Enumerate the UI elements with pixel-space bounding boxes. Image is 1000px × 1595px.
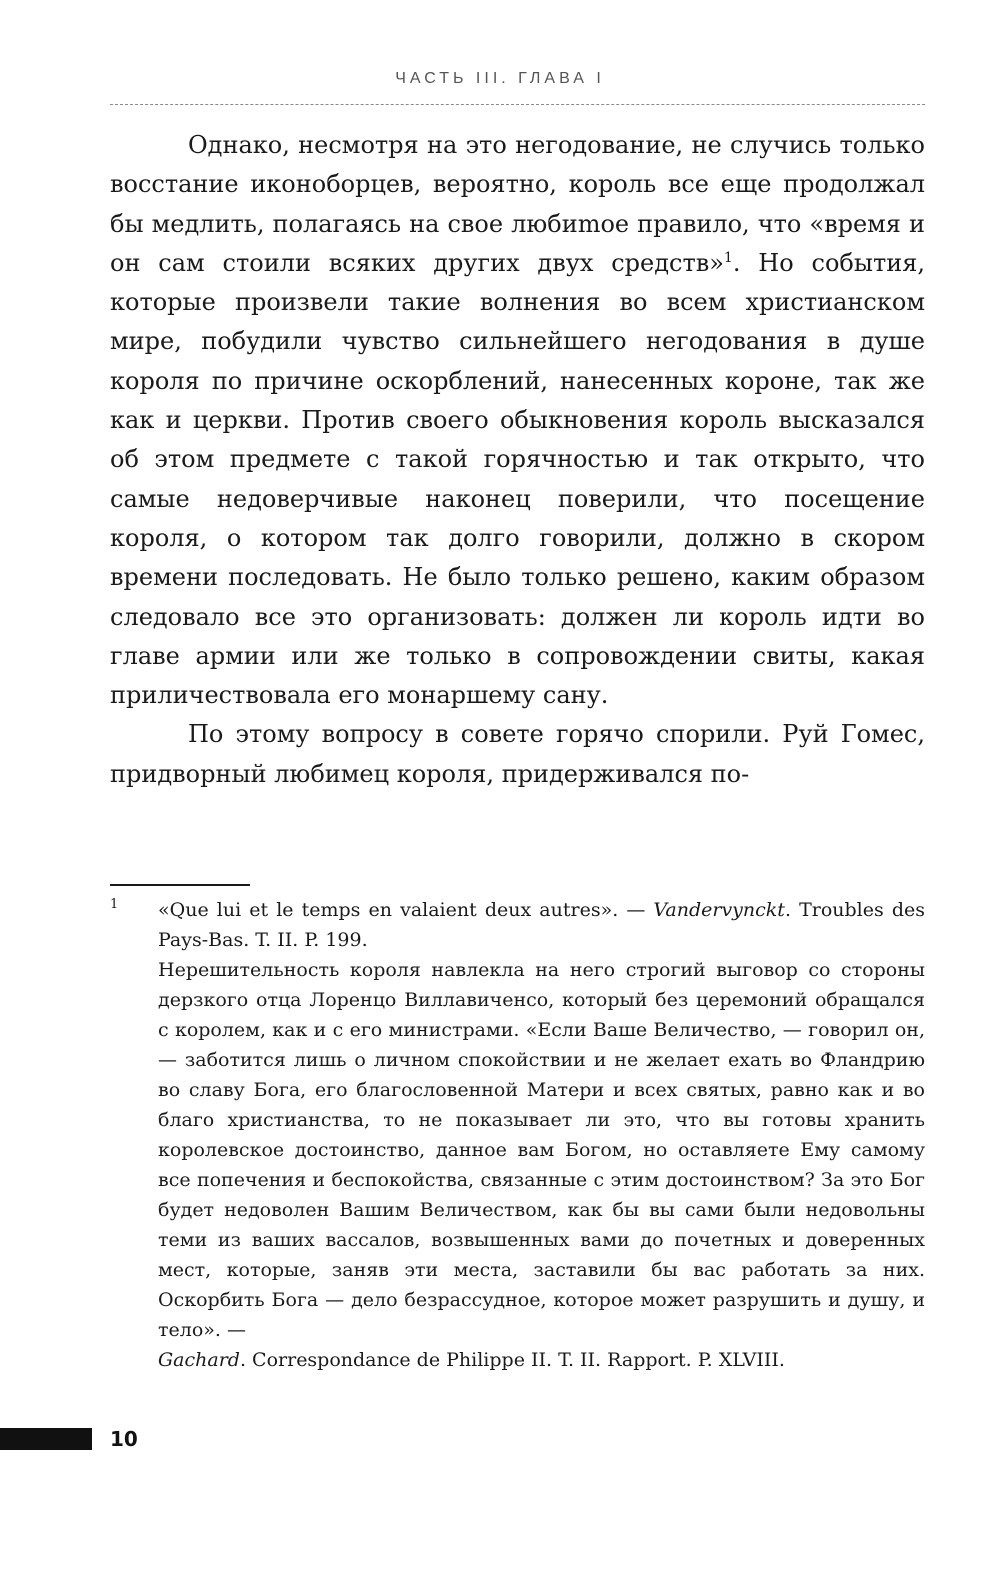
- footnote: [110, 895, 925, 1375]
- footnote-ref: 1: [723, 249, 733, 266]
- footnote-source-1: . Troubles des Pays-Bas. T. II. P. 199.: [158, 899, 925, 951]
- header-divider: [110, 104, 925, 105]
- footer-bar: [0, 1428, 92, 1450]
- footnote-author-1: Vandervynckt: [653, 899, 785, 921]
- paragraph-1-part-1: Однако, несмотря на это негодование, не случись только восстание иконоборцев, вероятно, король все еще продолжал бы медлить, полагаясь на свое любиmое правило, что «время и он сам стоили всяких других двух средств»: [110, 131, 925, 277]
- footnote-quote: «Que lui et le temps en valaient deux autres». —: [158, 899, 654, 921]
- paragraph-1-part-2: . Но события, которые произвели такие волнения во всем христианском мире, побудили чувство сильнейшего негодования в душе короля по причине оскорблений, нанесенных короне, так же как и церкви. Против своего обыкновения король высказался об этом предмете с такой горячностью и так открыто, что самые недоверчивые наконец поверили, что посещение короля, о котором так долго говорили, должно в скором времени последовать. Не было только решено, каким образом следовало все это организовать: должен ли король идти во главе армии или же только в сопровождении свиты, какая приличествовала его монаршему сану.: [110, 248, 926, 710]
- main-text: [110, 126, 925, 794]
- footnote-text: Нерешительность короля навлекла на него строгий выговор со стороны дерзкого отца Лоренцо Виллавиченсо, который без церемоний обращался с королем, как и с его министрами. «Если Ваше Величество, — говорил он, — заботится лишь о личном спокойствии и не желает ехать во Фландрию во славу Бога, его благословенной Матери и всех святых, равно как и во благо христианства, то не показывает ли это, что вы готовы хранить королевское достоинство, данное вам Богом, но оставляете Ему самому все попечения и беспокойства, связанные с этим достоинством? За это Бог будет недоволен Вашим Величеством, как бы вы сами были недовольны теми из ваших вассалов, возвышенных вами до почетных и доверенных мест, которые, заняв эти места, заставили бы вас работать за них. Оскорбить Бога — дело безрассудное, которое может разрушить и душу, и тело». —: [158, 959, 925, 1341]
- page-number: 10: [110, 1427, 138, 1451]
- footnote-divider: [110, 884, 250, 886]
- footnote-body: [158, 895, 925, 1375]
- footnote-citation-1: [158, 895, 925, 955]
- footnote-source-2: . Correspondance de Philippe II. T. II. Rapport. P. XLVIII.: [239, 1349, 785, 1371]
- running-head: ЧАСТЬ III. ГЛАВА I: [395, 70, 605, 87]
- footnote-marker: 1: [110, 897, 119, 912]
- paragraph-2: По этому вопросу в совете горячо спорили. Руй Гомес, придворный любимец короля, придерживался по-: [110, 720, 925, 788]
- footnote-citation-2: [158, 1345, 925, 1375]
- paragraph-1: [110, 126, 925, 715]
- footnote-author-2: Gachard: [158, 1349, 240, 1371]
